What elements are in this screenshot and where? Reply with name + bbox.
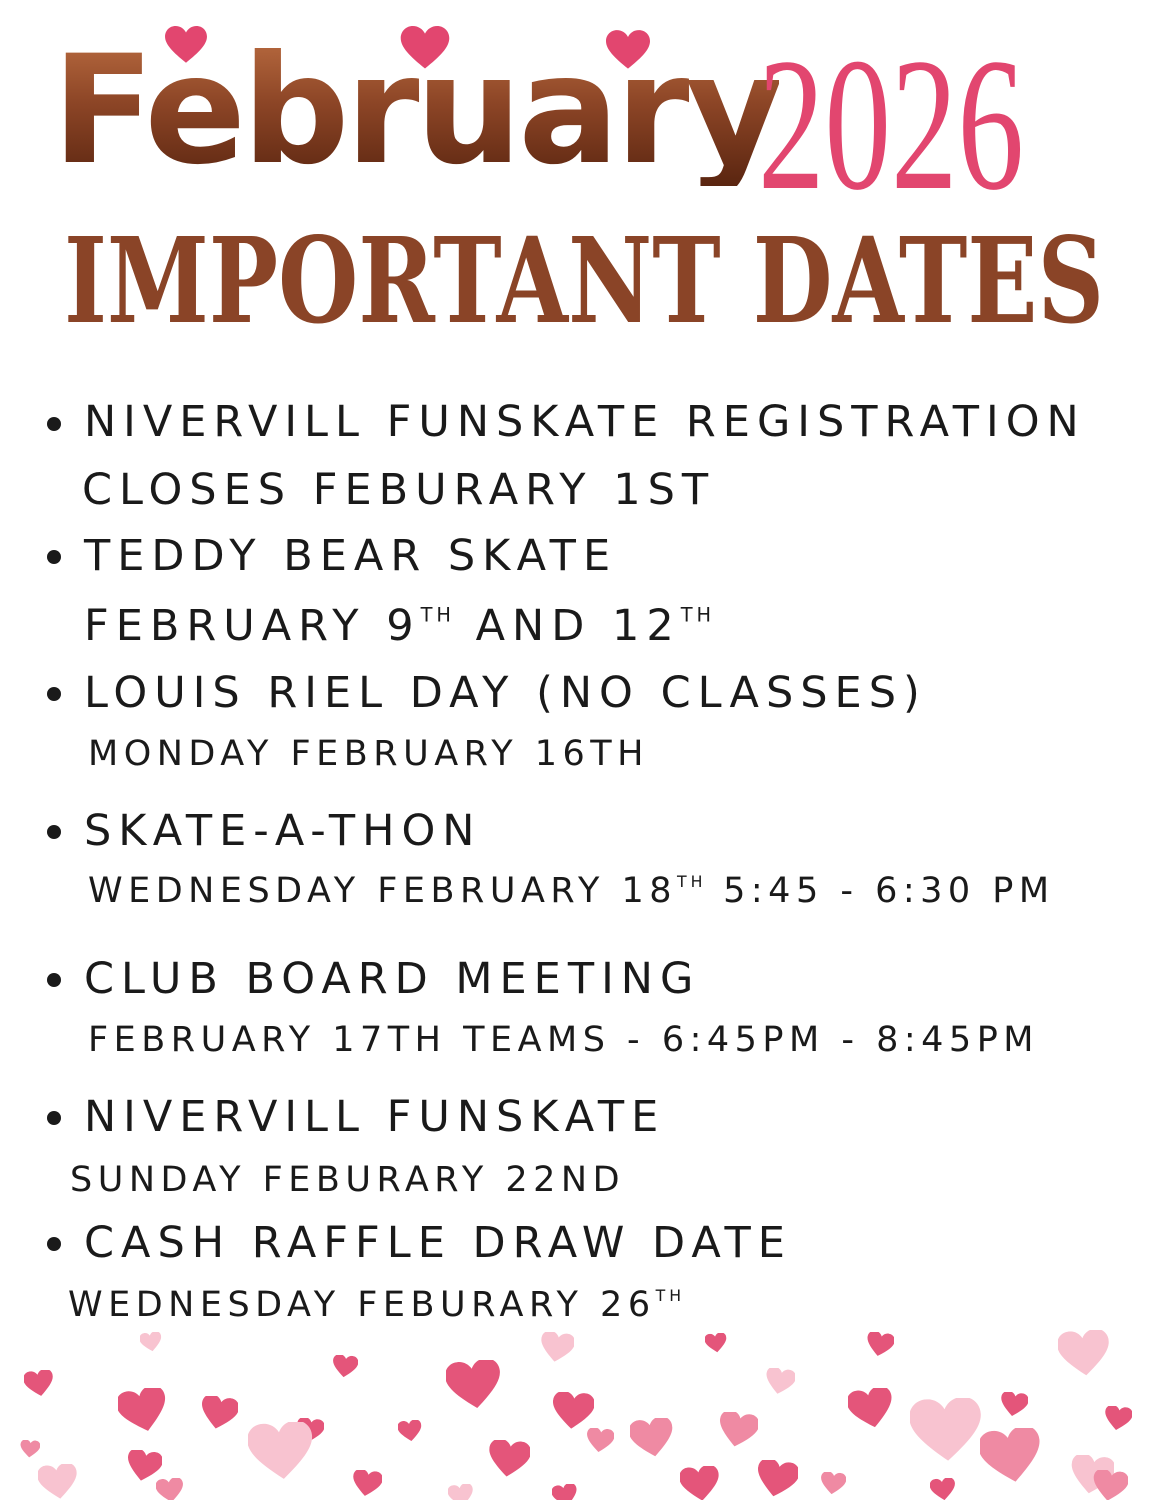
event-title: NIVERVILL FUNSKATE REGISTRATION	[84, 397, 1086, 447]
event-title: TEDDY BEAR SKATE	[84, 531, 618, 581]
heart-icon	[1104, 1406, 1132, 1431]
event-detail: FEBRUARY 9TH AND 12TH	[84, 601, 716, 651]
event-title: SKATE-A-THON	[84, 806, 482, 856]
heart-icon	[630, 1418, 674, 1458]
event-title: LOUIS RIEL DAY (NO CLASSES)	[84, 668, 927, 718]
bullet-icon	[47, 1237, 61, 1251]
heart-icon	[352, 1470, 382, 1497]
title-year: 2026	[758, 20, 1024, 230]
event-detail: MONDAY FEBRUARY 16TH	[88, 734, 649, 774]
page-title: IMPORTANT DATES	[64, 211, 1105, 350]
event-title: CASH RAFFLE DRAW DATE	[84, 1218, 792, 1268]
event-detail: CLOSES FEBURARY 1ST	[82, 465, 716, 515]
heart-icon	[20, 1440, 40, 1458]
heart-icon	[866, 1332, 894, 1357]
heart-icon	[820, 1472, 846, 1495]
event-detail: WEDNESDAY FEBRUARY 18TH 5:45 - 6:30 PM	[88, 871, 1055, 911]
bullet-icon	[47, 417, 61, 431]
heart-icon	[930, 1478, 956, 1500]
heart-icon	[1000, 1392, 1028, 1417]
title-month: February	[52, 24, 780, 198]
heart-icon	[540, 1332, 574, 1363]
heart-icon	[705, 1333, 727, 1353]
heart-icon	[718, 1412, 758, 1448]
heart-icon	[38, 1464, 78, 1500]
heart-icon	[680, 1466, 720, 1500]
heart-icon	[848, 1388, 894, 1429]
event-detail: WEDNESDAY FEBURARY 26TH	[68, 1285, 686, 1325]
event-title: NIVERVILL FUNSKATE	[84, 1092, 666, 1142]
event-title: CLUB BOARD MEETING	[84, 954, 701, 1004]
heart-icon	[552, 1484, 578, 1500]
event-detail: FEBRUARY 17TH TEAMS - 6:45PM - 8:45PM	[88, 1020, 1039, 1060]
heart-icon	[248, 1422, 314, 1481]
heart-icon	[398, 1420, 422, 1442]
event-detail: SUNDAY FEBURARY 22ND	[70, 1160, 626, 1200]
heart-icon	[118, 1388, 168, 1433]
heart-icon	[446, 1360, 502, 1410]
bullet-icon	[47, 973, 61, 987]
heart-icon	[332, 1355, 358, 1378]
heart-icon	[765, 1368, 795, 1395]
heart-icon	[156, 1478, 184, 1500]
bullet-icon	[47, 550, 61, 564]
heart-icon	[200, 1396, 238, 1430]
heart-icon	[1092, 1470, 1128, 1500]
heart-icon	[24, 1370, 54, 1397]
bullet-icon	[47, 1111, 61, 1125]
heart-icon	[140, 1332, 162, 1352]
heart-icon	[586, 1428, 614, 1453]
heart-icon	[488, 1440, 530, 1478]
heart-icon	[756, 1460, 798, 1498]
heart-icon	[910, 1398, 982, 1463]
heart-icon	[1058, 1330, 1110, 1377]
bullet-icon	[47, 825, 61, 839]
heart-icon	[552, 1392, 594, 1430]
bullet-icon	[47, 687, 61, 701]
heart-icon	[448, 1484, 474, 1500]
heart-icon	[980, 1428, 1042, 1484]
